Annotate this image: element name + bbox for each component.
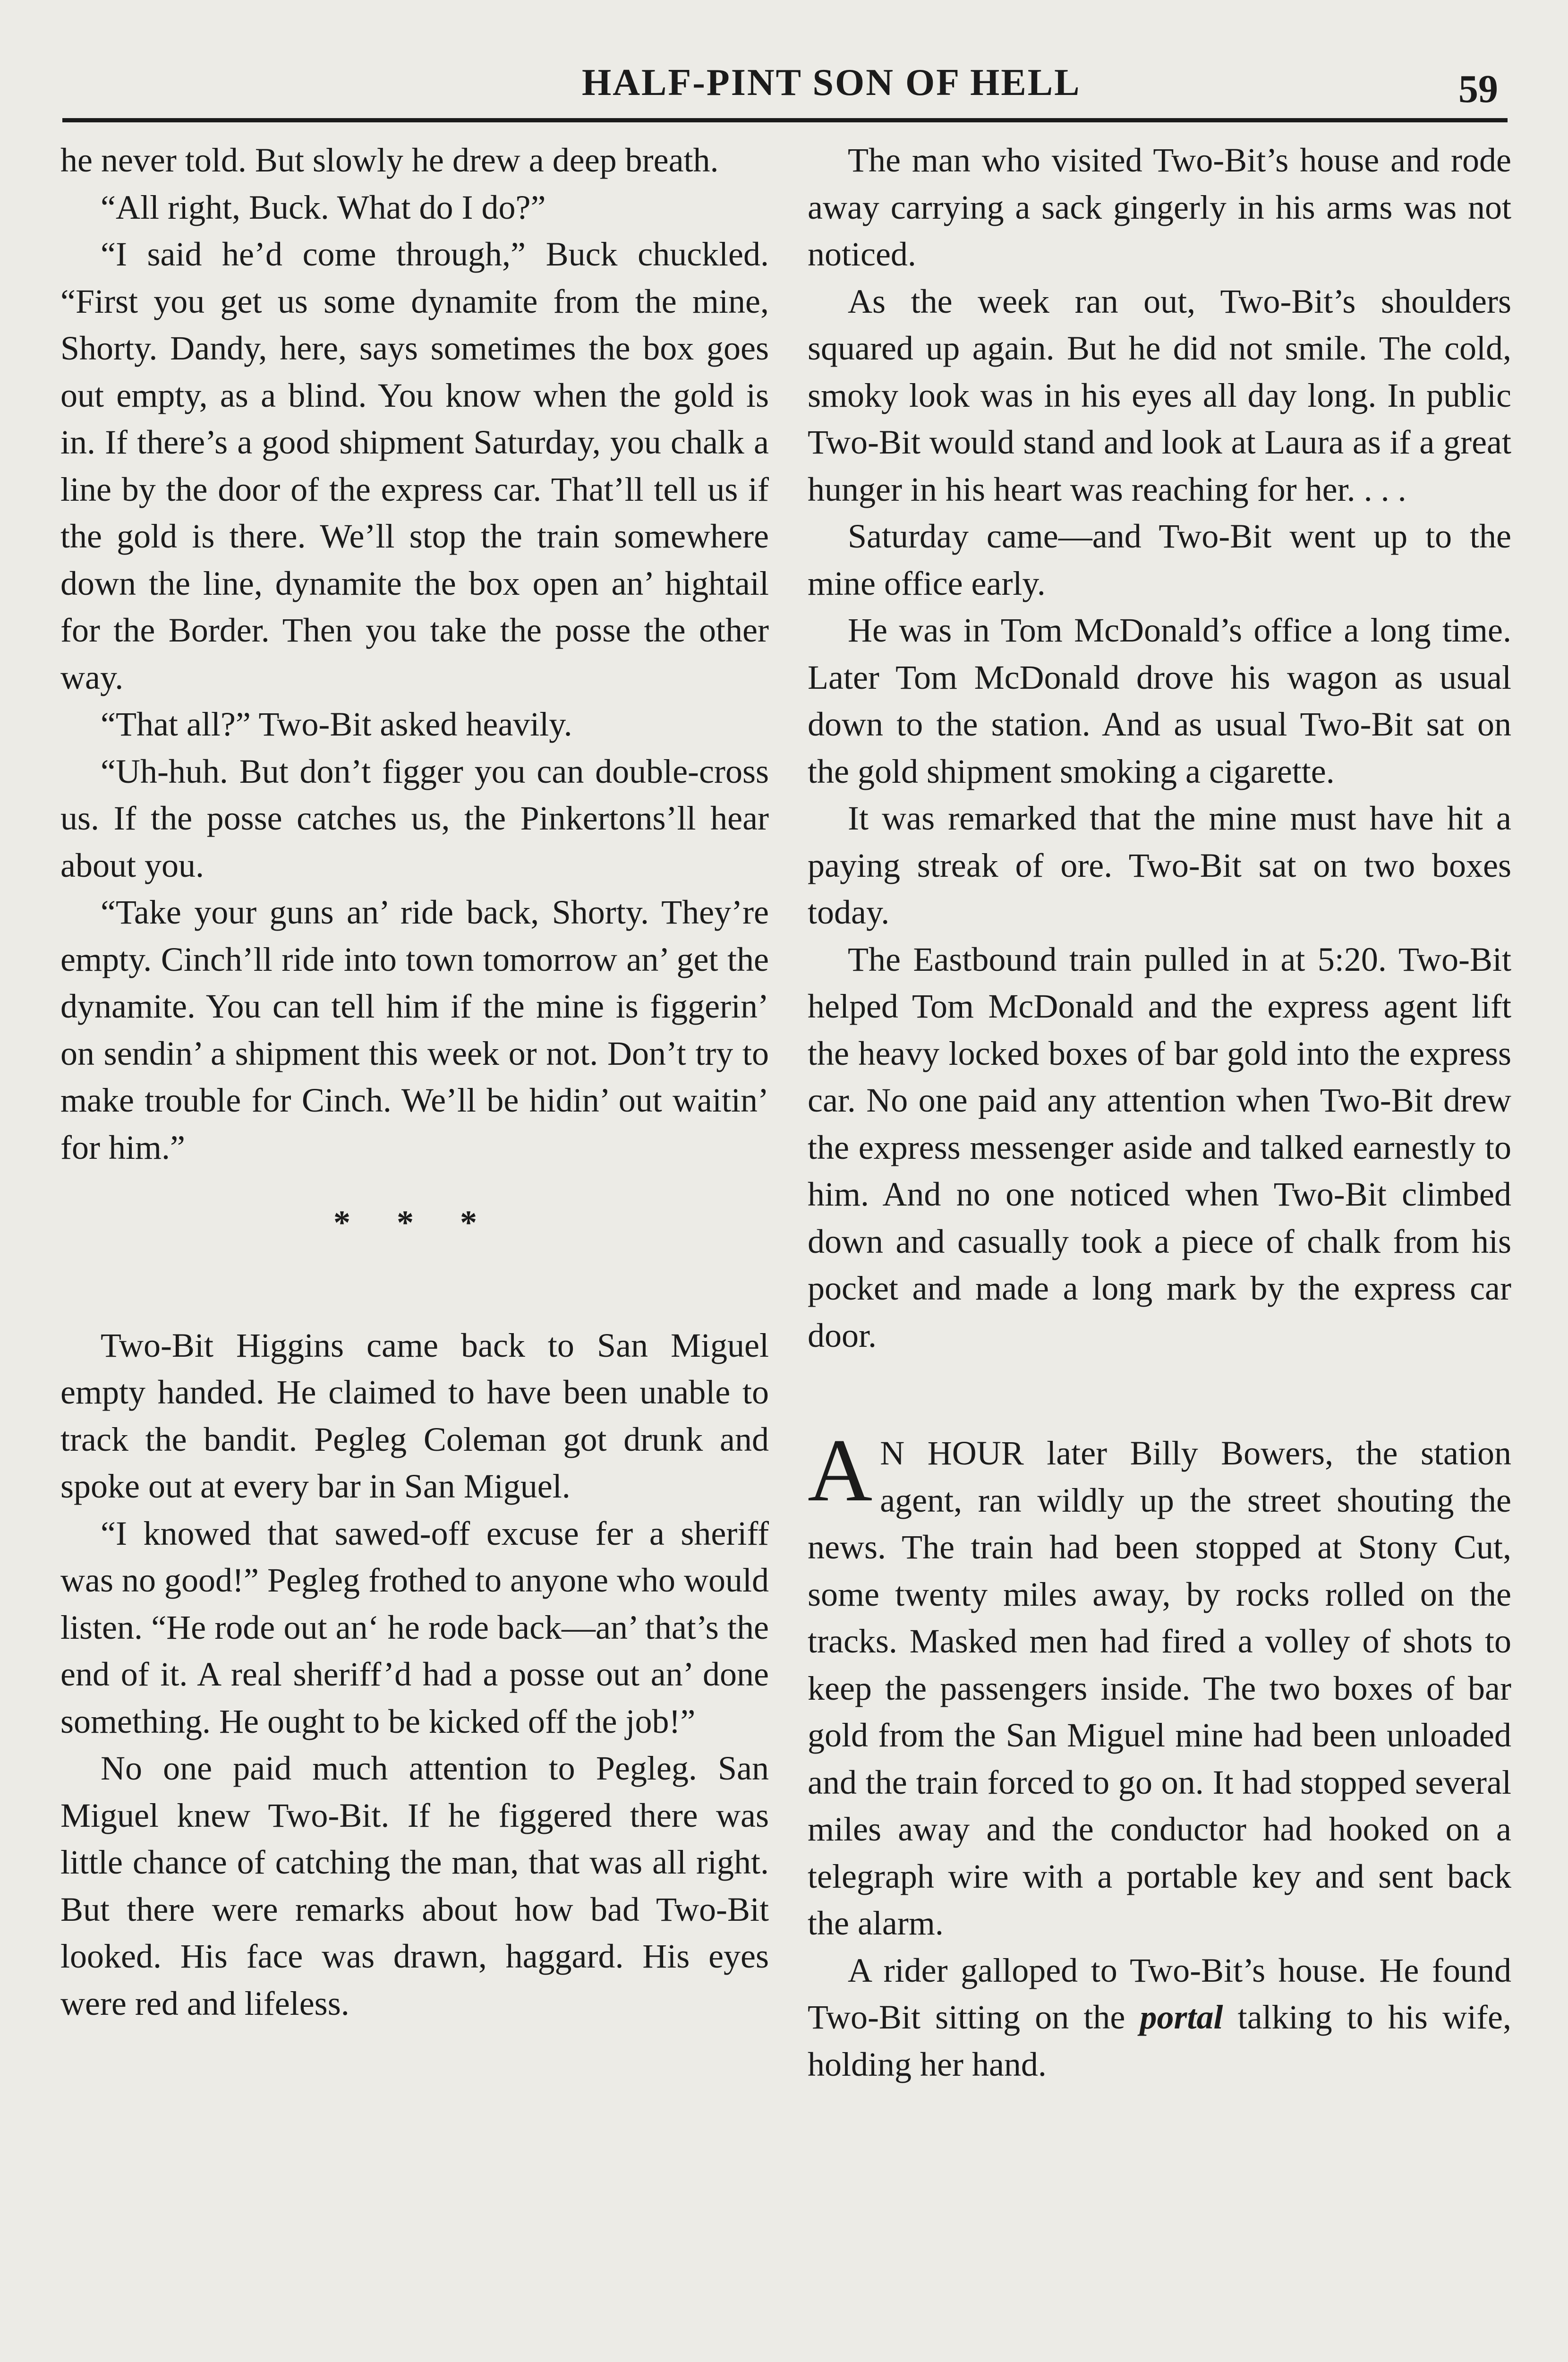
- paragraph: He was in Tom McDonald’s office a long time. Later Tom McDonald drove his wagon as usual down to the station. And as usual Two-Bit sat on the gold shipment smoking a cigarette.: [808, 611, 1511, 790]
- paragraph: It was remarked that the mine must have hit a paying streak of ore. Two-Bit sat on two boxes today.: [808, 799, 1511, 931]
- paragraph: The Eastbound train pulled in at 5:20. Two-Bit helped Tom McDonald and the express agent lift the heavy locked boxes of bar gold into the express car. No one paid any attention when Two-Bit drew the express messenger aside and talked earnestly to him. And no one noticed when Two-Bit climbed down and casually took a piece of chalk from his pocket and made a long mark by the express car door.: [808, 940, 1511, 1354]
- paragraph: “I said he’d come through,” Buck chuckled. “First you get us some dynamite from the mine, Shorty. Dandy, here, says sometimes the box goes out empty, as a blind. You know when the gold is in. If there’s a good shipment Saturday, you chalk a line by the door of the express car. That’ll tell us if the gold is there. We’ll stop the train somewhere down the line, dynamite the box open an’ hightail for the Border. Then you take the posse the other way.: [60, 235, 769, 696]
- left-column: [60, 137, 769, 2027]
- paragraph: [808, 1947, 1511, 2088]
- paragraph: “That all?” Two-Bit asked heavily.: [101, 705, 572, 743]
- paragraph: “I knowed that sawed-off excuse fer a sheriff was no good!” Pegleg frothed to anyone who would listen. “He rode out an‘ he rode back—an’ that’s the end of it. A real sheriff’d had a posse out an’ done something. He ought to be kicked off the job!”: [60, 1514, 769, 1740]
- paragraph: “All right, Buck. What do I do?”: [101, 188, 546, 226]
- section-gap: [808, 1359, 1511, 1430]
- paragraph: Two-Bit Higgins came back to San Miguel empty handed. He claimed to have been unable to track the bandit. Pegleg Coleman got drunk and spoke out at every bar in San Miguel.: [60, 1326, 769, 1505]
- page-header: [62, 52, 1508, 122]
- running-title: HALF-PINT SON OF HELL: [582, 62, 1081, 103]
- italic-word: portal: [1140, 1998, 1223, 2036]
- section-separator: * * *: [333, 1204, 496, 1241]
- paragraph: Saturday came—and Two-Bit went up to the mine office early.: [808, 517, 1511, 602]
- page-number: 59: [1458, 67, 1498, 111]
- paragraph: “Take your guns an’ ride back, Shorty. They’re empty. Cinch’ll ride into town tomorrow an’ get the dynamite. You can tell him if the mine is figgerin’ on sendin’ a shipment this week or not. Don’t try to make trouble for Cinch. We’ll be hidin’ out waitin’ for him.”: [60, 893, 769, 1166]
- right-column: [808, 137, 1511, 2088]
- paragraph: “Uh-huh. But don’t figger you can double-cross us. If the posse catches us, the Pinkertons’ll hear about you.: [60, 752, 769, 884]
- paragraph: The man who visited Two-Bit’s house and rode away carrying a sack gingerly in his arms was not noticed.: [808, 141, 1511, 273]
- paragraph: As the week ran out, Two-Bit’s shoulders squared up again. But he did not smile. The cold, smoky look was in his eyes all day long. In public Two-Bit would stand and look at Laura as if a great hunger in his heart was reaching for her. . . .: [808, 282, 1511, 508]
- paragraph-text: A rider galloped to Two-Bit’s house. He found Two-Bit sitting on the: [808, 1951, 1511, 2036]
- drop-cap-paragraph: [808, 1421, 1511, 1947]
- paragraph: No one paid much attention to Pegleg. San Miguel knew Two-Bit. If he figgered there was little chance of catching the man, that was all right. But there were remarks about how bad Two-Bit looked. His face was drawn, haggard. His eyes were red and lifeless.: [60, 1749, 769, 2022]
- paragraph-text: talking to his wife, holding her hand.: [808, 1998, 1512, 2083]
- paragraph: he never told. But slowly he drew a deep breath.: [60, 141, 719, 179]
- paragraph-text: N HOUR later Billy Bowers, the station agent, ran wildly up the street shouting the news. The train had been stopped at Stony Cut, some twenty miles away, by rocks rolled on the tracks. Masked men had fired a volley of shots to keep the passengers inside. The two boxes of bar gold from the San Miguel mine had been unloaded and the train forced to go on. It had stopped several miles away and the conductor had hooked on a telegraph wire with a portable key and sent back the alarm.: [808, 1434, 1511, 1942]
- drop-cap: A: [808, 1421, 873, 1520]
